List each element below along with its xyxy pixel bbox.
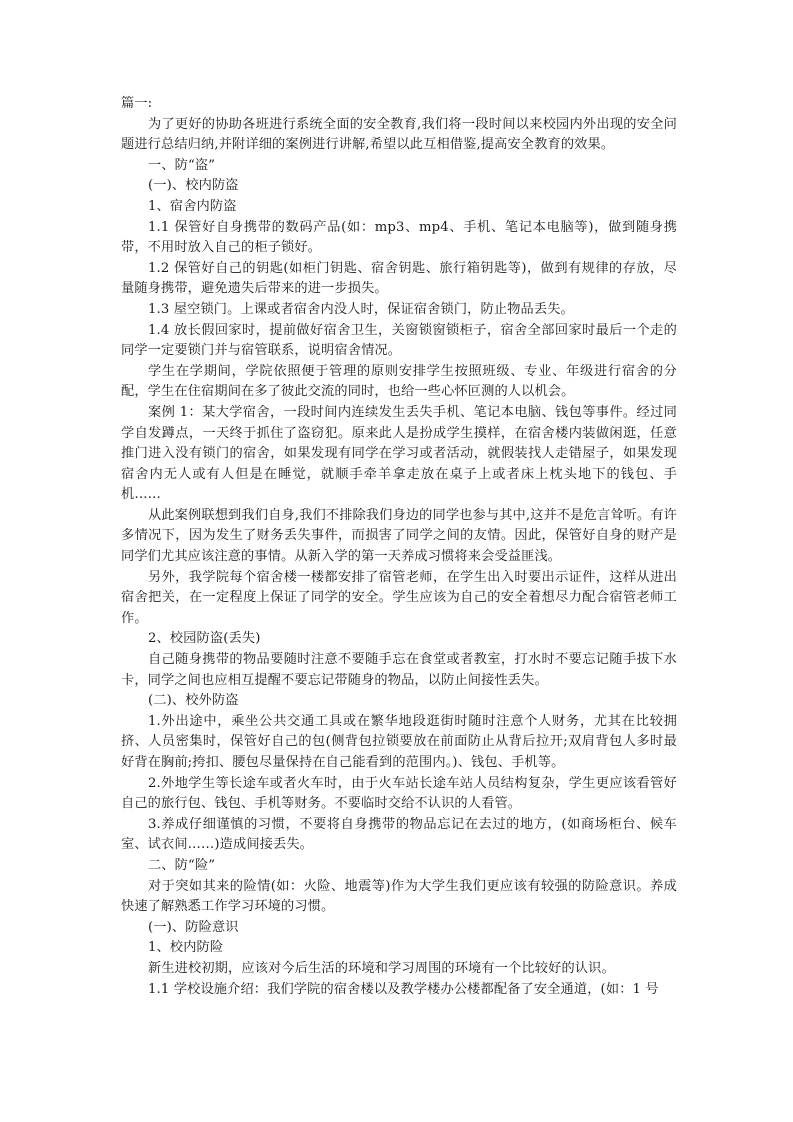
offcampus-item-2: 2.外地学生等长途车或者火车时，由于火车站长途车站人员结构复杂，学生更应该看管好自己的旅行包、钱包、手机等财务。不要临时交给不认识的人看管。 (121, 775, 677, 812)
item-1-4: 1.4 放长假回家时，提前做好宿舍卫生，关窗锁窗锁柜子，宿舍全部回家时最后一个走的同学一定要锁门并与宿管联系，说明宿舍情况。 (121, 322, 677, 359)
item-1-3: 1.3 屋空锁门。上课或者宿舍内没人时，保证宿舍锁门，防止物品丢失。 (148, 301, 574, 317)
subheading-campus-loss: 2、校园防盗(丢失) (148, 631, 261, 647)
intro-paragraph: 为了更好的协助各班进行系统全面的安全教育,我们将一段时间以来校园内外出现的安全问题进行总结归纳,并附详细的案例进行讲解,希望以此互相借鉴,提高安全教育的效果。 (121, 116, 677, 153)
body-paragraph: 从此案例联想到我们自身,我们不排除我们身边的同学也参与其中,这并不是危言耸听。有许多情况下，因为发生了财务丢失事件，而损害了同学之间的友情。因此，保管好自身的财产是同学们尤其应该注意的事情。从新入学的第一天养成习惯将来会受益匪浅。 (121, 507, 677, 565)
document-page (121, 94, 677, 1000)
item-1-1: 1.1 保管好自身携带的数码产品(如：mp3、mp4、手机、笔记本电脑等)，做到随身携带，不用时放入自己的柜子锁好。 (121, 219, 677, 256)
body-paragraph: 学生在学期间，学院依照便于管理的原则安排学生按照班级、专业、年级进行宿舍的分配，学生在住宿期间在多了彼此交流的同时，也给一些心怀叵测的人以机会。 (121, 363, 677, 400)
subheading-campus-danger: 1、校内防险 (148, 940, 224, 956)
item-1-2: 1.2 保管好自己的钥匙(如柜门钥匙、宿舍钥匙、旅行箱钥匙等)，做到有规律的存放，尽量随身携带，避免遗失后带来的进一步损失。 (121, 260, 677, 297)
body-paragraph: 另外，我学院每个宿舍楼一楼都安排了宿管老师，在学生出入时要出示证件，这样从进出宿舍把关，在一定程度上保证了同学的安全。学生应该为自己的安全着想尽力配合宿管老师工作。 (121, 569, 677, 626)
section-heading: 篇一: (121, 96, 153, 111)
item-facilities: 1.1 学校设施介绍：我们学院的宿舍楼以及教学楼办公楼都配备了安全通道，(如：1 号 (148, 981, 659, 997)
subheading-campus-theft: (一)、校内防盗 (148, 178, 239, 194)
offcampus-item-1: 1.外出途中，乘坐公共交通工具或在繁华地段逛街时随时注意个人财务，尤其在比较拥挤、人员密集时，保管好自己的包(侧背包拉锁要放在前面防止从背后拉开;双肩背包人多时最好背在胸前;挎扣、腰包尽量保持在自己能看到的范围内。)、钱包、手机等。 (121, 713, 677, 770)
offcampus-item-3: 3.养成仔细谨慎的习惯，不要将自身携带的物品忘记在去过的地方，(如商场柜台、候车室、试衣间……)造成间接丢失。 (121, 816, 677, 853)
heading-anti-danger: 二、防“险” (148, 857, 216, 873)
body-paragraph: 新生进校初期，应该对今后生活的环境和学习周围的环境有一个比较好的认识。 (148, 960, 615, 976)
body-paragraph: 对于突如其来的险情(如：火险、地震等)作为大学生我们更应该有较强的防险意识。养成快速了解熟悉工作学习环境的习惯。 (121, 878, 677, 915)
heading-anti-theft: 一、防“盗” (148, 157, 216, 173)
subheading-offcampus-theft: (二)、校外防盗 (148, 693, 239, 709)
subheading-dorm-theft: 1、宿舍内防盗 (148, 198, 237, 214)
case-1-paragraph: 案例 1：某大学宿舍，一段时间内连续发生丢失手机、笔记本电脑、钱包等事件。经过同学自发蹲点，一天终于抓住了盗窃犯。原来此人是扮成学生摸样，在宿舍楼内装做闲逛，任意推门进入没有锁门的宿舍，如果发现有同学在学习或者活动，就假装找人走错屋子，如果发现宿舍内无人或有人但是在睡觉，就顺手牵羊拿走放在桌子上或者床上枕头地下的钱包、手机…… (121, 404, 677, 503)
body-paragraph: 自己随身携带的物品要随时注意不要随手忘在食堂或者教室，打水时不要忘记随手拔下水卡，同学之间也应相互提醒不要忘记带随身的物品，以防止间接性丢失。 (121, 652, 677, 688)
subheading-danger-awareness: (一)、防险意识 (148, 919, 239, 935)
